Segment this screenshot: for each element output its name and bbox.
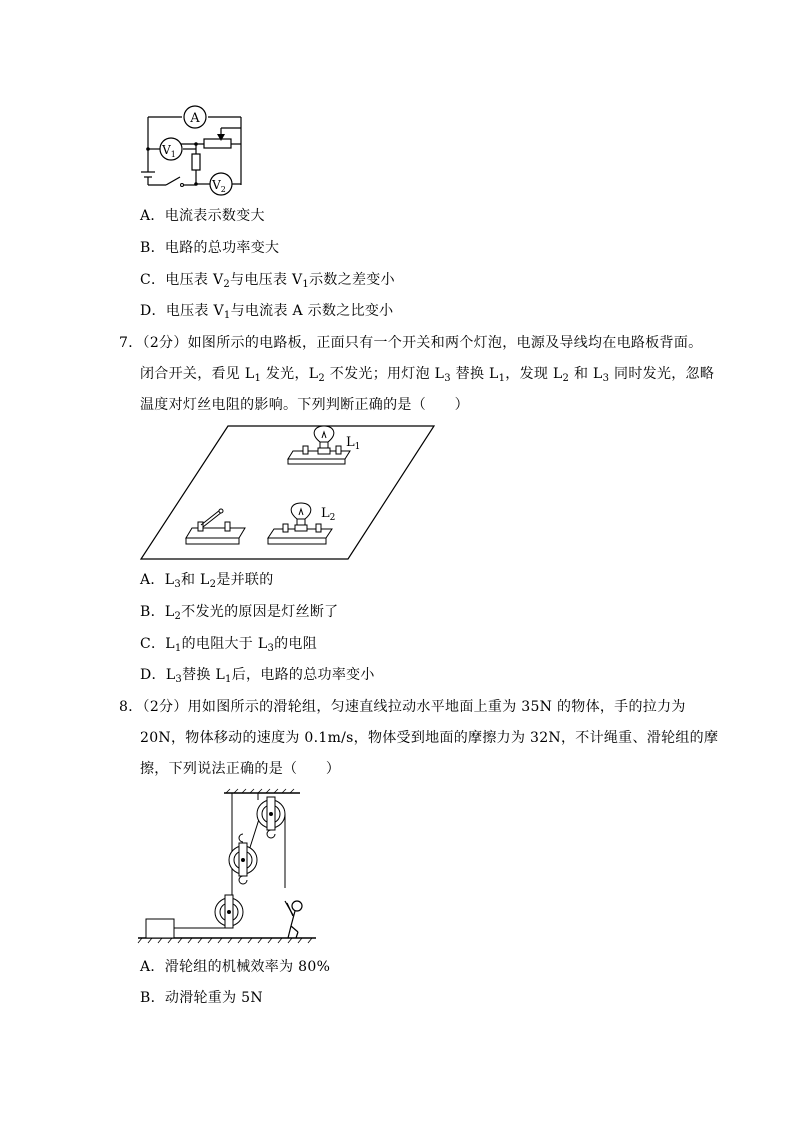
q7-option-d[interactable]	[140, 665, 375, 685]
text: ，发现 L	[505, 366, 563, 382]
q7-circuit-board-figure	[140, 424, 435, 560]
q6-option-b[interactable]: B．电路的总功率变大	[140, 240, 280, 256]
subscript: 1	[498, 373, 506, 384]
text: A．L	[140, 572, 175, 588]
text: 发光，L	[261, 366, 319, 382]
block-object	[146, 919, 174, 938]
subscript: 2	[174, 611, 182, 622]
subscript: 3	[174, 579, 181, 590]
q6-circuit-diagram	[140, 100, 250, 195]
svg-text:V1: $V_1$	[162, 143, 176, 159]
text: 不发光；用灯泡 L	[325, 366, 445, 382]
text: D．电压表 V	[140, 303, 224, 319]
text: （2分）用如图所示的滑轮组，匀速直线拉动水平地面上重为 35N 的物体，手的拉力为	[142, 699, 686, 715]
question-number: 8．	[119, 699, 143, 715]
text: 后，电路的总功率变小	[231, 667, 375, 683]
q7-option-a[interactable]	[140, 570, 274, 590]
text: 替换 L	[450, 366, 499, 382]
subscript: 3	[267, 643, 275, 654]
q7-stem-line3: 温度对灯丝电阻的影响。下列判断正确的是（ ）	[140, 397, 469, 413]
q6-option-a[interactable]: A．电流表示数变大	[140, 208, 265, 224]
subscript: 3	[602, 373, 610, 384]
subscript: 2	[562, 373, 570, 384]
q8-option-a[interactable]: A．滑轮组的机械效率为 80%	[140, 959, 331, 975]
ammeter-symbol	[184, 106, 206, 128]
subscript: 1	[302, 279, 310, 290]
text: 不发光的原因是灯丝断了	[181, 604, 339, 620]
text: 的电阻大于 L	[181, 636, 268, 652]
subscript: 3	[444, 373, 451, 384]
q7-option-b[interactable]	[140, 602, 338, 622]
svg-text:V2: $V_2$	[212, 178, 226, 194]
fixed-pulley	[257, 797, 285, 838]
text: 闭合开关，看见 L	[140, 366, 255, 382]
text: 和 L	[180, 572, 210, 588]
movable-pulley-lower	[215, 895, 243, 928]
text: C．L	[140, 636, 175, 652]
q7-stem-line2	[140, 364, 714, 384]
subscript: 1	[225, 674, 232, 685]
person-pulling-rope	[285, 901, 302, 938]
text: 同时发光，忽略	[609, 366, 715, 382]
subscript: 2	[223, 279, 231, 290]
q7-option-c[interactable]	[140, 634, 317, 654]
q8-stem-line2: 20N，物体移动的速度为 0.1m/s，物体受到地面的摩擦力为 32N，不计绳重、滑轮组的摩	[140, 730, 719, 746]
q8-stem-line3: 擦，下列说法正确的是（ ）	[140, 761, 341, 777]
text: C．电压表 V	[140, 272, 224, 288]
text: （2分）如图所示的电路板，正面只有一个开关和两个灯泡，电源及导线均在电路板背面。	[142, 335, 703, 351]
text: 的电阻	[274, 636, 318, 652]
subscript: 2	[209, 579, 217, 590]
text: B．L	[140, 604, 175, 620]
text: D．L	[140, 667, 176, 683]
movable-pulley-upper	[229, 834, 257, 884]
label-l2: $L_2$	[321, 506, 336, 523]
q8-pulley-system-figure	[138, 788, 318, 944]
subscript: 1	[174, 643, 182, 654]
svg-text:A: A	[190, 111, 200, 126]
text: 和 L	[569, 366, 603, 382]
question-number: 7．	[119, 335, 143, 351]
text: 是并联的	[216, 572, 274, 588]
q8-option-b[interactable]: B．动滑轮重为 5N	[140, 990, 263, 1006]
text: 与电压表 V	[230, 272, 303, 288]
q8-stem-line1	[119, 697, 686, 717]
voltmeter-v1-symbol	[160, 138, 182, 160]
subscript: 1	[223, 310, 231, 321]
q6-option-d[interactable]	[140, 301, 393, 321]
subscript: 3	[175, 674, 183, 685]
text: 示数之差变小	[309, 272, 395, 288]
subscript: 2	[318, 373, 326, 384]
q6-option-c[interactable]	[140, 270, 395, 290]
text: 与电流表 A 示数之比变小	[230, 303, 394, 319]
text: 替换 L	[182, 667, 226, 683]
label-l1: $L_1$	[346, 435, 361, 452]
voltmeter-v2-symbol	[210, 173, 232, 195]
q7-stem-line1	[119, 333, 702, 353]
subscript: 1	[254, 373, 262, 384]
